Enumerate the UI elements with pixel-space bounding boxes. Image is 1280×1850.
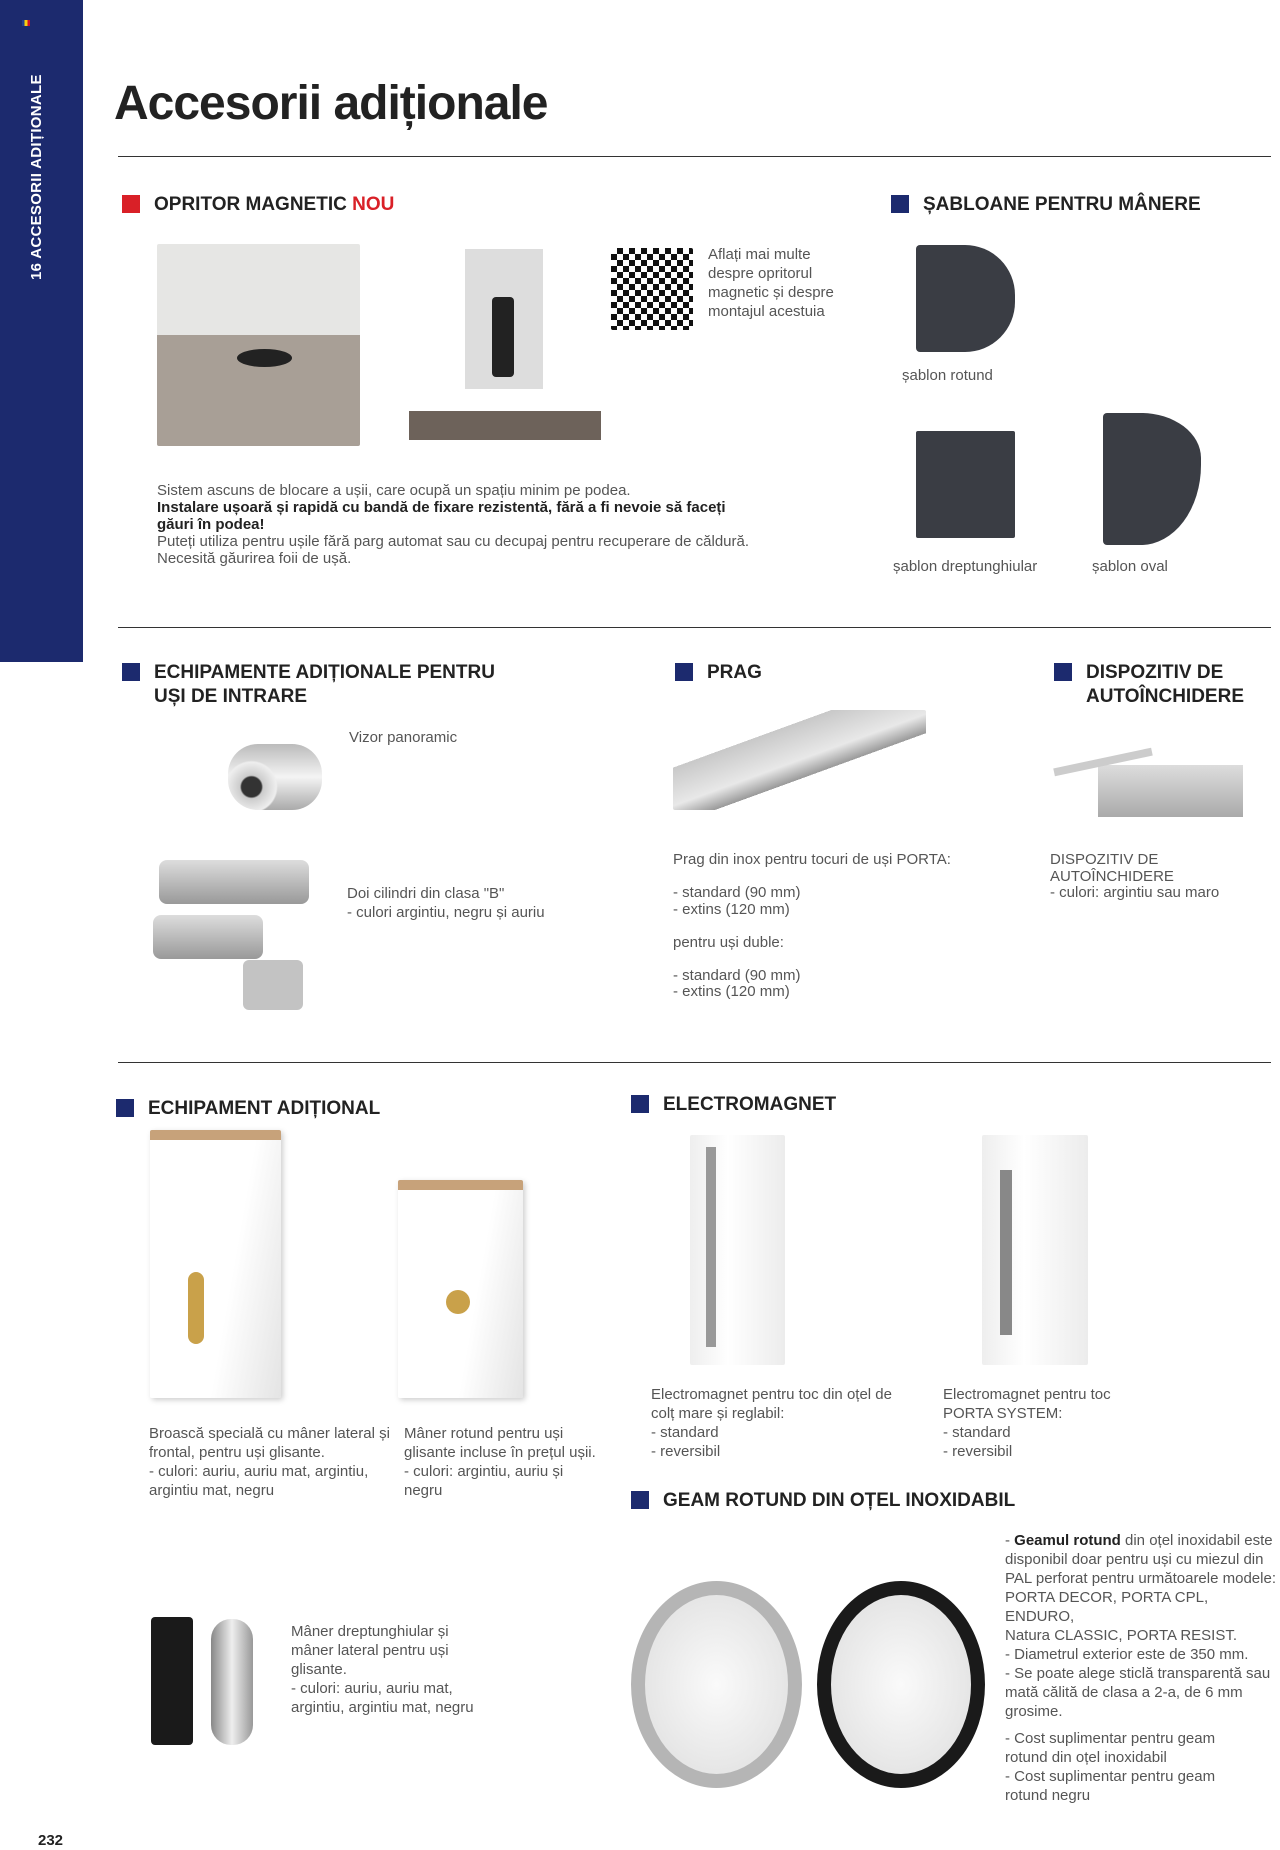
- square-bullet-icon: [1054, 663, 1072, 681]
- square-bullet-icon: [675, 663, 693, 681]
- sidebar-label: 16 ACCESORII ADIȚIONALE: [28, 74, 45, 280]
- round-handle-description: Mâner rotund pentru uși glisante incluse în prețul ușii. - culori: argintiu, auriu și negru: [404, 1425, 596, 1499]
- peephole-image: [228, 744, 322, 810]
- oval-template-image: [1103, 413, 1201, 545]
- electromagnet-porta-description: Electromagnet pentru toc PORTA SYSTEM: - standard - reversibil: [943, 1386, 1111, 1460]
- section-sidebar: [0, 0, 83, 662]
- section-heading-opritor: [122, 193, 394, 217]
- oval-template-label: șablon oval: [1092, 558, 1168, 575]
- section-heading-sabloane: ȘABLOANE PENTRU MÂNERE: [891, 193, 1201, 217]
- electromagnet-porta-system-image: [982, 1135, 1088, 1365]
- sliding-lock-door-image: [150, 1130, 281, 1398]
- divider: [118, 156, 1271, 157]
- section-heading-geam: GEAM ROTUND DIN OȚEL INOXIDABIL: [631, 1489, 1015, 1513]
- round-window-description: - Geamul rotund din oțel inoxidabil este disponibil doar pentru uși cu miezul din PAL perforat pentru următoarele modele: PORTA DECOR, PORTA CPL, ENDURO, Natura CLASSIC, PORTA RESIST. - Diametrul exterior este de 350 mm. - Se poate alege sticlă transparentă sau mată călită de clasa a 2-a, de 6 mm grosime.: [1005, 1532, 1276, 1720]
- electromagnet-steel-description: Electromagnet pentru toc din oțel de colț mare și reglabil: - standard - reversibil: [651, 1386, 892, 1460]
- door-closer-description: DISPOZITIV DE AUTOÎNCHIDERE - culori: argintiu sau maro: [1050, 851, 1220, 901]
- rectangular-template-label: șablon dreptunghiular: [893, 558, 1038, 575]
- section-heading-echipamente: ECHIPAMENTE ADIȚIONALE PENTRU UȘI DE INTRARE: [122, 661, 495, 709]
- divider: [118, 1062, 1271, 1063]
- new-badge: NOU: [352, 194, 395, 215]
- square-bullet-icon: [631, 1491, 649, 1509]
- threshold-description: Prag din inox pentru tocuri de uși PORTA: - standard (90 mm) - extins (120 mm) pentru uși duble: - standard (90 mm) - extins (120 mm): [673, 851, 951, 1000]
- electromagnet-steel-frame-image: [690, 1135, 785, 1365]
- qr-caption: Aflați mai multe despre opritorul magnetic și despre montajul acestuia: [708, 246, 834, 320]
- heading-text: OPRITOR MAGNETIC: [154, 194, 347, 215]
- section-heading-electromagnet: ELECTROMAGNET: [631, 1093, 836, 1117]
- threshold-image: [673, 710, 926, 810]
- qr-code[interactable]: [611, 248, 693, 330]
- square-bullet-icon: [122, 195, 140, 213]
- square-bullet-icon: [122, 663, 140, 681]
- section-heading-dispozitiv: DISPOZITIV DE AUTOÎNCHIDERE: [1054, 661, 1244, 709]
- magnetic-stopper-detail-photo: [409, 249, 601, 440]
- square-bullet-icon: [116, 1099, 134, 1117]
- round-window-cost-notes: - Cost suplimentar pentru geam rotund din oțel inoxidabil - Cost suplimentar pentru geam rotund negru: [1005, 1730, 1216, 1804]
- square-bullet-icon: [891, 195, 909, 213]
- round-template-image: [916, 245, 1015, 352]
- flush-handles-image: [151, 1617, 254, 1746]
- stainless-round-window-image: [631, 1581, 802, 1788]
- sliding-lock-description: Broască specială cu mâner lateral și frontal, pentru uși glisante. - culori: auriu, auriu mat, argintiu, argintiu mat, negru: [149, 1425, 390, 1499]
- square-bullet-icon: [631, 1095, 649, 1113]
- round-window-text-column: [1005, 1531, 1277, 1805]
- rectangular-template-image: [916, 431, 1015, 538]
- round-handle-door-image: [398, 1180, 523, 1398]
- cylinders-label: Doi cilindri din clasa "B" - culori argintiu, negru și auriu: [347, 885, 545, 921]
- section-heading-prag: PRAG: [675, 661, 762, 685]
- page-number: 232: [38, 1832, 64, 1849]
- peephole-label: Vizor panoramic: [349, 729, 458, 746]
- opritor-description: Sistem ascuns de blocare a ușii, care ocupă un spațiu minim pe podea. Instalare ușoară și rapidă cu bandă de fixare rezistentă, fără a fi nevoie să faceți găuri în podea! Puteți utiliza pentru ușile fără parg automat sau cu decupaj pentru recuperare de căldură. Necesită găurirea foii de ușă.: [157, 482, 750, 567]
- section-heading-echipament: ECHIPAMENT ADIȚIONAL: [116, 1097, 380, 1121]
- round-template-label: șablon rotund: [902, 367, 993, 384]
- door-closer-image: [1048, 740, 1245, 830]
- divider: [118, 627, 1271, 628]
- flag-icon: [22, 20, 30, 26]
- page-title: Accesorii adiționale: [114, 77, 548, 130]
- flush-handles-description: Mâner dreptunghiular și mâner lateral pentru uși glisante. - culori: auriu, auriu mat, argintiu, argintiu mat, negru: [291, 1623, 474, 1716]
- magnetic-stopper-photo: [157, 244, 360, 446]
- cylinders-image: [153, 860, 325, 1015]
- black-round-window-image: [817, 1581, 985, 1788]
